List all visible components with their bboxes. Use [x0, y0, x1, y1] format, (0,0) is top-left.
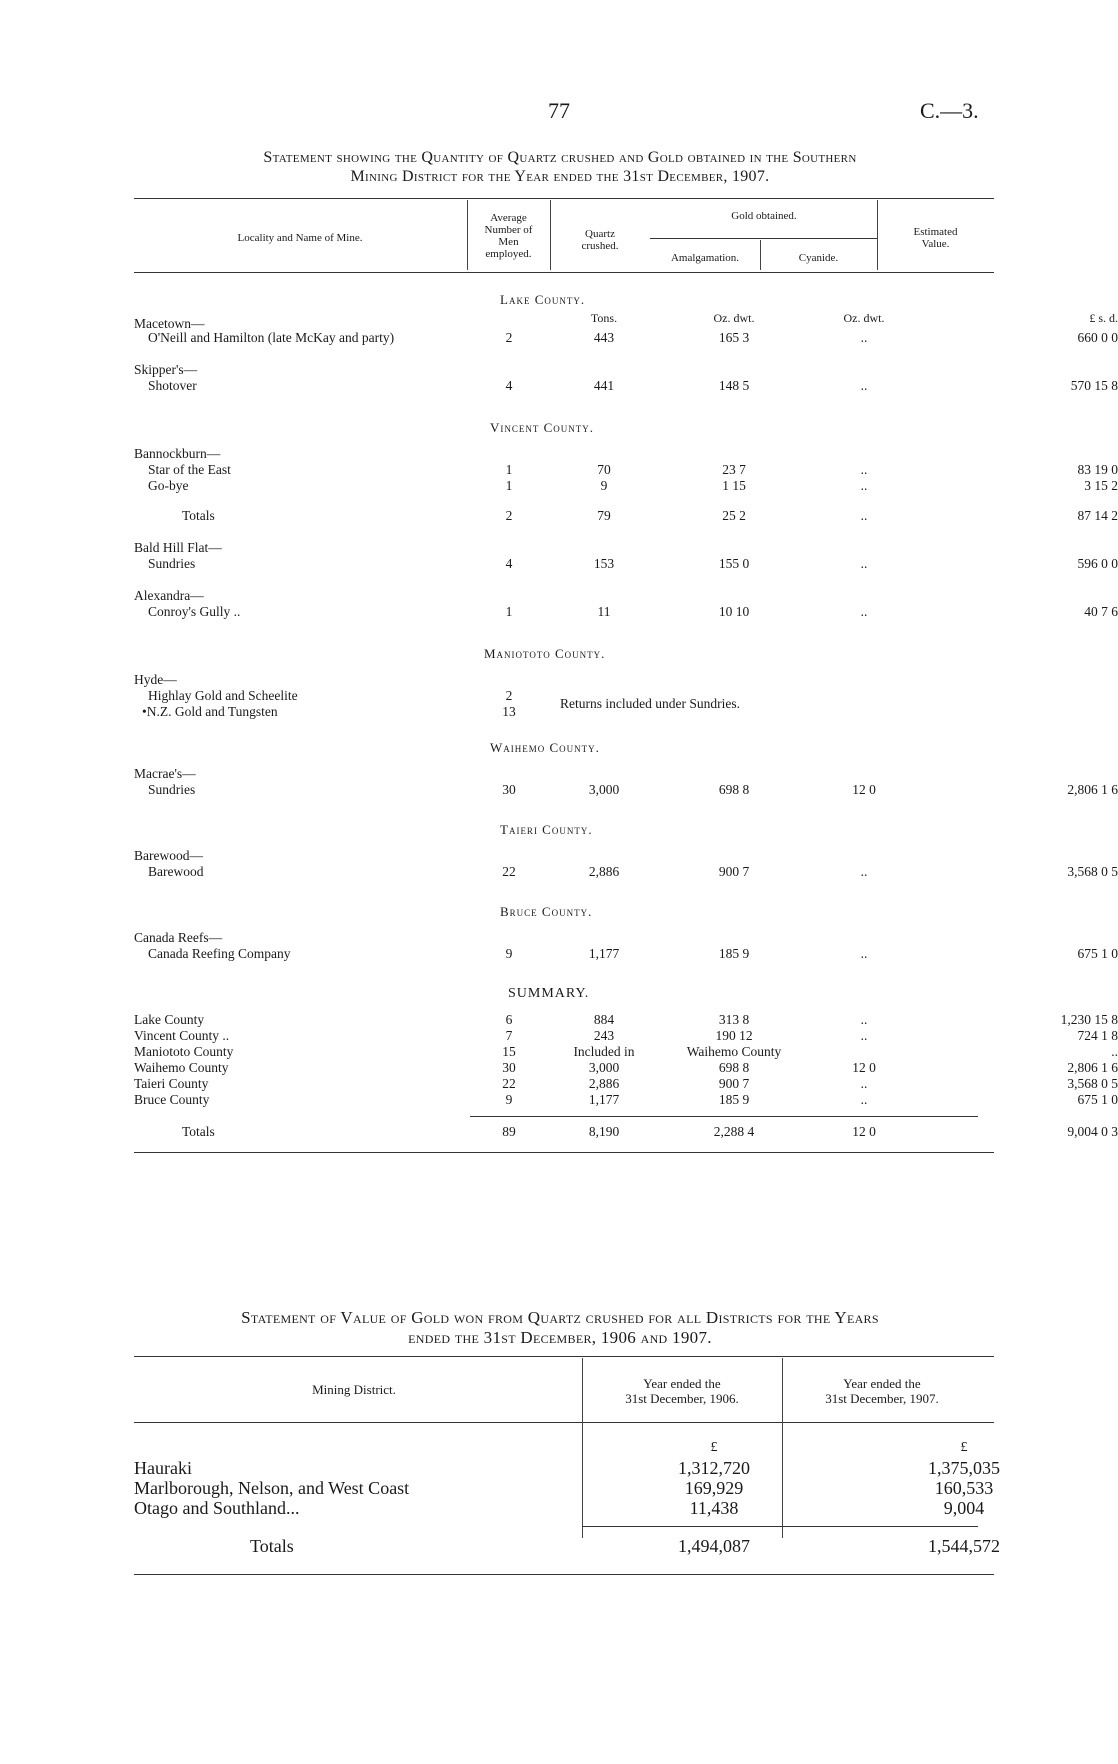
summary-row	[134, 1060, 1118, 1076]
totals-label: Totals	[182, 1124, 215, 1139]
value-1907: 160,533	[934, 1478, 994, 1498]
locality-skippers	[134, 362, 994, 378]
amalgamation-value: 10 10	[718, 604, 750, 619]
tons-value: 3,000	[588, 1060, 620, 1075]
value-1907: 1,375,035	[928, 1458, 1000, 1478]
county-maniototo: Maniototo County.	[484, 646, 606, 661]
county-taieri: Taieri County.	[500, 822, 593, 837]
table-row	[134, 782, 1118, 798]
summary-heading: SUMMARY.	[508, 986, 590, 1001]
statement2-title-line2: ended the 31st December, 1906 and 1907.	[408, 1328, 712, 1347]
unit-money: £ s. d.	[1089, 311, 1118, 325]
header-amalgamation: Amalgamation.	[670, 252, 740, 264]
table2-bottom-rule	[134, 1574, 994, 1575]
value-1907: 9,004	[943, 1498, 985, 1518]
locality-label: Bald Hill Flat—	[134, 540, 222, 555]
county-name: Taieri County	[134, 1076, 209, 1091]
cyanide-value: ..	[860, 478, 868, 493]
mine-name: Barewood	[148, 864, 204, 879]
tons-value: Included in	[573, 1044, 635, 1059]
cyanide-value: ..	[860, 378, 868, 393]
men-value: 1	[505, 478, 513, 493]
summary-row	[134, 1092, 1118, 1108]
header-quartz-line1: Quartz	[585, 228, 615, 240]
estimated-value: 660 0 0	[1077, 330, 1118, 345]
table1-bottom-rule	[134, 1152, 994, 1153]
header-estimated-value	[877, 226, 994, 250]
header-men-line4: employed.	[485, 248, 532, 260]
summary-row	[134, 1076, 1118, 1092]
cyanide-value: ..	[860, 1092, 868, 1107]
locality-alexandra	[134, 588, 994, 604]
estimated-value: 2,806 1 6	[1067, 782, 1118, 797]
locality-hyde	[134, 672, 994, 688]
header-men	[467, 212, 550, 260]
locality-label: Alexandra—	[134, 588, 204, 603]
statement1-title-line2: Mining District for the Year ended the 31st December, 1907.	[350, 168, 770, 185]
statement1-title-line1: Statement showing the Quantity of Quartz crushed and Gold obtained in the Southern	[263, 149, 857, 166]
mine-name: Canada Reefing Company	[148, 946, 291, 961]
header-quartz	[550, 228, 650, 252]
value-1906: 169,929	[684, 1478, 744, 1498]
amalgamation-value: 190 12	[715, 1028, 753, 1043]
header-1906-line2: 31st December, 1906.	[625, 1391, 739, 1406]
currency-row	[134, 1438, 994, 1458]
cyanide-value: ..	[860, 1012, 868, 1027]
county-bruce: Bruce County.	[500, 904, 593, 919]
cyanide-value: ..	[860, 462, 868, 477]
table1-top-rule	[134, 198, 994, 199]
estimated-value: 596 0 0	[1077, 556, 1118, 571]
estimated-value: 675 1 0	[1077, 1092, 1118, 1107]
amalgamation-value: Waihemo County	[686, 1044, 782, 1059]
table2-header-rule	[134, 1422, 994, 1423]
men-value: 30	[502, 782, 516, 797]
locality-bannockburn	[134, 446, 994, 462]
locality-canada-reefs	[134, 930, 994, 946]
cyanide-value: ..	[860, 330, 868, 345]
men-value: 6	[505, 1012, 513, 1027]
table-row	[134, 478, 1118, 494]
table-row	[134, 508, 1118, 524]
amalgamation-value: 148 5	[718, 378, 750, 393]
estimated-value: 570 15 8	[1070, 378, 1118, 393]
estimated-value: 83 19 0	[1077, 462, 1118, 477]
tons-value: 2,886	[588, 1076, 620, 1091]
district-name: Otago and Southland...	[134, 1498, 300, 1518]
mine-name: Go-bye	[148, 478, 189, 493]
statement2-title	[130, 1308, 990, 1348]
header-cyanide: Cyanide.	[798, 252, 839, 264]
estimated-value: 9,004 0 3	[1067, 1124, 1118, 1139]
tons-value: 79	[597, 508, 611, 523]
estimated-value: 3,568 0 5	[1067, 1076, 1118, 1091]
unit-oz-amalgamation: Oz. dwt.	[713, 311, 755, 325]
mine-name: O'Neill and Hamilton (late McKay and party)	[148, 330, 395, 345]
county-name: Maniototo County	[134, 1044, 234, 1059]
table-row	[134, 604, 1118, 620]
mine-name: Sundries	[148, 782, 196, 797]
header-1906-line1: Year ended the	[643, 1376, 721, 1391]
tons-value: 9	[600, 478, 608, 493]
page-number: 77	[548, 98, 570, 123]
table-row	[134, 946, 1118, 962]
men-value: 2	[505, 688, 513, 703]
header-value-line1: Estimated	[913, 226, 958, 238]
cyanide-value: ..	[860, 508, 868, 523]
summary-row	[134, 1012, 1118, 1028]
tons-value: 2,886	[588, 864, 620, 879]
cyanide-value: ..	[860, 864, 868, 879]
header-men-line1: Average	[490, 212, 527, 224]
men-value: 2	[505, 508, 513, 523]
locality-label: Barewood—	[134, 848, 203, 863]
tons-value: 8,190	[588, 1124, 620, 1139]
header-value-line2: Value.	[921, 238, 950, 250]
mine-name: Highlay Gold and Scheelite	[148, 688, 298, 703]
amalgamation-value: 900 7	[718, 1076, 750, 1091]
district-row	[134, 1478, 994, 1498]
cyanide-value: 12 0	[852, 1124, 876, 1139]
tons-value: 70	[597, 462, 611, 477]
locality-label: Canada Reefs—	[134, 930, 223, 945]
locality-label: Macrae's—	[134, 766, 196, 781]
county-lake: Lake County.	[500, 292, 586, 307]
county-name: Vincent County ..	[134, 1028, 230, 1043]
header-year-1907	[782, 1376, 982, 1406]
estimated-value: 40 7 6	[1084, 604, 1118, 619]
amalgamation-value: 900 7	[718, 864, 750, 879]
district-totals-row	[134, 1536, 1000, 1556]
header-year-1906	[582, 1376, 782, 1406]
amalgamation-value: 155 0	[718, 556, 750, 571]
summary-row	[134, 1028, 1118, 1044]
estimated-value: ..	[1111, 1044, 1118, 1059]
tons-value: 243	[593, 1028, 615, 1043]
header-mining-district: Mining District.	[312, 1382, 396, 1397]
mine-name: •N.Z. Gold and Tungsten	[142, 704, 278, 719]
amalgamation-value: 23 7	[722, 462, 746, 477]
amalgamation-value: 185 9	[718, 946, 750, 961]
men-value: 7	[505, 1028, 513, 1043]
unit-oz-cyanide: Oz. dwt.	[843, 311, 885, 325]
table2-top-rule	[134, 1356, 994, 1357]
table-row	[134, 462, 1118, 478]
currency-1906: £	[710, 1440, 718, 1455]
value-1906: 1,312,720	[678, 1458, 750, 1478]
amalgamation-value: 313 8	[718, 1012, 750, 1027]
men-value: 1	[505, 462, 513, 477]
returns-note: Returns included under Sundries.	[560, 696, 740, 711]
district-row	[134, 1498, 994, 1518]
header-gold-obtained: Gold obtained.	[731, 210, 797, 222]
district-name: Hauraki	[134, 1458, 192, 1478]
men-value: 22	[502, 864, 516, 879]
estimated-value: 675 1 0	[1077, 946, 1118, 961]
men-value: 4	[505, 556, 513, 571]
totals-label: Totals	[182, 508, 215, 523]
mine-name: Conroy's Gully ..	[148, 604, 241, 619]
statement2-title-line1: Statement of Value of Gold won from Quartz crushed for all Districts for the Years	[241, 1308, 879, 1327]
header-quartz-line2: crushed.	[581, 240, 619, 252]
tons-value: 1,177	[588, 1092, 620, 1107]
cyanide-value: ..	[860, 1028, 868, 1043]
cyanide-value: 12 0	[852, 782, 876, 797]
returns-note-row	[134, 696, 994, 712]
table2-total-rule	[582, 1526, 978, 1527]
locality-barewood	[134, 848, 994, 864]
header-men-line3: Men	[498, 236, 519, 248]
amalgamation-value: 1 15	[722, 478, 746, 493]
men-value: 9	[505, 1092, 513, 1107]
tons-value: 3,000	[588, 782, 620, 797]
locality-bald-hill-flat	[134, 540, 994, 556]
tons-value: 441	[593, 378, 615, 393]
county-vincent: Vincent County.	[490, 420, 595, 435]
locality-macraes	[134, 766, 994, 782]
estimated-value: 87 14 2	[1077, 508, 1118, 523]
locality-label: Bannockburn—	[134, 446, 221, 461]
estimated-value: 2,806 1 6	[1067, 1060, 1118, 1075]
men-value: 13	[502, 704, 516, 719]
totals-label: Totals	[250, 1536, 294, 1556]
tons-value: 443	[593, 330, 615, 345]
statement1-title	[130, 148, 990, 186]
header-1907-line2: 31st December, 1907.	[825, 1391, 939, 1406]
value-1906: 11,438	[689, 1498, 739, 1518]
tons-value: 884	[593, 1012, 615, 1027]
table-row	[134, 864, 1118, 880]
header-1907-line1: Year ended the	[843, 1376, 921, 1391]
table-row	[134, 378, 1118, 394]
amalgamation-value: 185 9	[718, 1092, 750, 1107]
summary-totals-row	[134, 1124, 1118, 1140]
mine-name: Shotover	[148, 378, 197, 393]
cyanide-value: ..	[860, 556, 868, 571]
county-waihemo: Waihemo County.	[490, 740, 600, 755]
men-value: 89	[502, 1124, 516, 1139]
summary-row	[134, 1044, 1118, 1060]
document-reference: C.—3.	[920, 98, 979, 123]
value-1907: 1,544,572	[928, 1536, 1000, 1556]
men-value: 2	[505, 330, 513, 345]
amalgamation-value: 698 8	[718, 1060, 750, 1075]
county-name: Waihemo County	[134, 1060, 229, 1075]
estimated-value: 1,230 15 8	[1060, 1012, 1118, 1027]
men-value: 1	[505, 604, 513, 619]
men-value: 9	[505, 946, 513, 961]
tons-value: 1,177	[588, 946, 620, 961]
tons-value: 153	[593, 556, 615, 571]
summary-total-rule	[470, 1116, 978, 1117]
gold-subheader-rule	[650, 238, 878, 239]
estimated-value: 724 1 8	[1077, 1028, 1118, 1043]
amalgamation-value: 25 2	[722, 508, 746, 523]
men-value: 15	[502, 1044, 516, 1059]
table1-header-rule	[134, 272, 994, 273]
locality-label: Hyde—	[134, 672, 177, 687]
county-name: Bruce County	[134, 1092, 210, 1107]
currency-1907: £	[960, 1440, 968, 1455]
amalgamation-value: 165 3	[718, 330, 750, 345]
table-row	[134, 330, 1118, 346]
header-men-line2: Number of	[484, 224, 533, 236]
cyanide-value: ..	[860, 604, 868, 619]
men-value: 22	[502, 1076, 516, 1091]
mine-name: Star of the East	[148, 462, 231, 477]
mine-name: Sundries	[148, 556, 196, 571]
tons-value: 11	[597, 604, 611, 619]
estimated-value: 3,568 0 5	[1067, 864, 1118, 879]
locality-label: Macetown—	[134, 316, 205, 331]
locality-label: Skipper's—	[134, 362, 198, 377]
county-name: Lake County	[134, 1012, 205, 1027]
table-row	[134, 556, 1118, 572]
men-value: 4	[505, 378, 513, 393]
district-name: Marlborough, Nelson, and West Coast	[134, 1478, 410, 1498]
unit-tons: Tons.	[590, 311, 618, 325]
amalgamation-value: 2,288 4	[713, 1124, 755, 1139]
estimated-value: 3 15 2	[1084, 478, 1118, 493]
district-row	[134, 1458, 1000, 1478]
header-locality: Locality and Name of Mine.	[237, 232, 363, 244]
cyanide-value: 12 0	[852, 1060, 876, 1075]
men-value: 30	[502, 1060, 516, 1075]
value-1906: 1,494,087	[678, 1536, 750, 1556]
cyanide-value: ..	[860, 946, 868, 961]
cyanide-value: ..	[860, 1076, 868, 1091]
amalgamation-value: 698 8	[718, 782, 750, 797]
